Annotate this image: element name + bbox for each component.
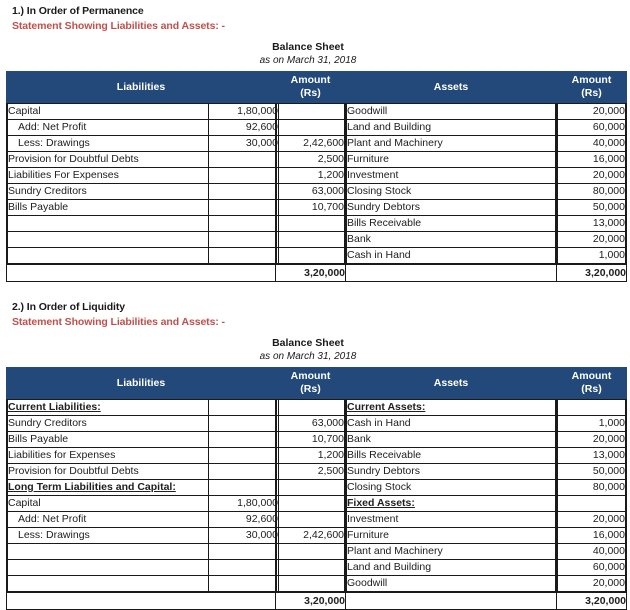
asset-row — [347, 480, 556, 496]
amount-row — [277, 432, 345, 448]
asset-row — [347, 152, 556, 168]
assets-rows-1 — [347, 104, 556, 264]
amount-value: 13,000 — [558, 216, 626, 232]
spacer-cell — [209, 544, 279, 560]
spacer-cell — [209, 248, 279, 264]
amount-value: 50,000 — [558, 464, 626, 480]
spacer-row — [277, 248, 345, 264]
amount-value: 63,000 — [277, 184, 345, 200]
amount-value — [558, 496, 626, 512]
table-header-row — [7, 72, 627, 103]
table-header-row — [7, 368, 627, 399]
liabilities-amount-list — [276, 103, 345, 264]
col-header-amount-assets — [557, 368, 627, 399]
amount-value: 1,200 — [277, 448, 345, 464]
liability-label: Bills Payable — [8, 200, 209, 216]
amount-value: 1,200 — [277, 168, 345, 184]
asset-row — [347, 496, 556, 512]
spacer-cell — [277, 248, 345, 264]
liabilities-total-label-cell — [7, 265, 276, 282]
asset-row — [347, 136, 556, 152]
amount-value: 16,000 — [558, 528, 626, 544]
liability-sub-amount — [209, 152, 279, 168]
assets-amount-cell — [557, 399, 627, 593]
liability-sub-amount — [209, 200, 279, 216]
asset-row — [347, 200, 556, 216]
liability-sub-amount — [209, 464, 279, 480]
spacer-row — [277, 576, 345, 592]
liability-row — [8, 136, 279, 152]
liability-row — [8, 464, 279, 480]
spacer-row — [8, 544, 279, 560]
assets-rows-2 — [347, 400, 556, 592]
spacer-row — [277, 560, 345, 576]
spacer-cell — [8, 560, 209, 576]
liabilities-amount-cell — [276, 399, 346, 593]
liability-row — [8, 416, 279, 432]
liabilities-total-label-cell — [7, 593, 276, 610]
section-2-number-heading: 2.) In Order of Liquidity — [12, 301, 126, 313]
section-1-number-heading: 1.) In Order of Permanence — [12, 5, 144, 17]
liability-row — [8, 400, 279, 416]
liabilities-rows-1 — [8, 104, 279, 264]
amount-row — [277, 528, 345, 544]
liability-label: Add: Net Profit — [8, 512, 209, 528]
liabilities-list — [7, 399, 279, 592]
amount-value — [277, 104, 345, 120]
spacer-cell — [277, 544, 345, 560]
amount-value: 20,000 — [558, 232, 626, 248]
amount-row — [558, 432, 626, 448]
col-header-amount-liabilities — [276, 368, 346, 399]
liabilities-rows-2 — [8, 400, 279, 592]
amount-row — [558, 416, 626, 432]
assets-amount-list — [557, 399, 626, 592]
asset-row — [347, 232, 556, 248]
spacer-cell — [8, 216, 209, 232]
amount-row — [558, 216, 626, 232]
amount-row — [558, 544, 626, 560]
amount-row — [558, 512, 626, 528]
asset-row — [347, 560, 556, 576]
amount-row — [277, 200, 345, 216]
amount-value — [558, 400, 626, 416]
amount-value: 80,000 — [558, 480, 626, 496]
asset-label: Investment — [347, 512, 556, 528]
asset-group-label: Current Assets: — [347, 401, 426, 413]
asset-row — [347, 512, 556, 528]
spacer-row — [8, 232, 279, 248]
amount-value: 50,000 — [558, 200, 626, 216]
table-total-row — [7, 265, 627, 282]
col-header-liabilities: Liabilities — [7, 368, 276, 399]
spacer-cell — [8, 544, 209, 560]
liabilities-list — [7, 103, 279, 264]
col-header-assets: Assets — [346, 368, 557, 399]
asset-label: Closing Stock — [347, 480, 556, 496]
asset-label: Cash in Hand — [347, 416, 556, 432]
amount-label-line1: Amount — [290, 370, 331, 382]
asset-label: Furniture — [347, 528, 556, 544]
liability-label: Liabilities for Expenses — [8, 448, 209, 464]
amount-value — [277, 496, 345, 512]
amount-value: 20,000 — [558, 576, 626, 592]
amount-row — [558, 104, 626, 120]
liability-sub-amount: 92,600 — [209, 120, 279, 136]
spacer-row — [277, 544, 345, 560]
amount-label-line2: (Rs) — [300, 87, 321, 99]
section-1-balance-sheet-date: as on March 31, 2018 — [259, 55, 357, 66]
amount-row — [558, 136, 626, 152]
amount-row — [277, 152, 345, 168]
amount-row — [558, 120, 626, 136]
liability-row — [8, 168, 279, 184]
amount-value: 80,000 — [558, 184, 626, 200]
amount-label-line1: Amount — [571, 74, 612, 86]
asset-label — [347, 496, 556, 512]
liability-sub-amount — [209, 432, 279, 448]
table-body-row — [7, 399, 627, 593]
amount-value — [277, 120, 345, 136]
asset-row — [347, 464, 556, 480]
col-header-amount-liabilities — [276, 72, 346, 103]
asset-label: Furniture — [347, 152, 556, 168]
asset-row — [347, 576, 556, 592]
liability-label: Bills Payable — [8, 432, 209, 448]
amount-value: 10,700 — [277, 432, 345, 448]
liabilities-cell — [7, 399, 276, 593]
assets-total-value: 3,20,000 — [557, 265, 627, 282]
amount-value: 2,42,600 — [277, 136, 345, 152]
asset-row — [347, 416, 556, 432]
amount-value: 20,000 — [558, 512, 626, 528]
liability-row — [8, 432, 279, 448]
asset-label: Plant and Machinery — [347, 544, 556, 560]
amount-row — [558, 528, 626, 544]
liabilities-amounts-2 — [277, 400, 345, 592]
table-body-row — [7, 103, 627, 265]
spacer-row — [8, 216, 279, 232]
asset-label: Investment — [347, 168, 556, 184]
spacer-cell — [277, 560, 345, 576]
amount-value: 40,000 — [558, 136, 626, 152]
amount-row — [558, 168, 626, 184]
amount-value: 1,000 — [558, 416, 626, 432]
spacer-cell — [8, 576, 209, 592]
amount-row — [277, 480, 345, 496]
amount-row — [558, 496, 626, 512]
liability-label: Capital — [8, 104, 209, 120]
amount-row — [277, 104, 345, 120]
amount-row — [558, 576, 626, 592]
amount-value: 63,000 — [277, 416, 345, 432]
asset-label: Bills Receivable — [347, 448, 556, 464]
asset-row — [347, 544, 556, 560]
assets-total-value: 3,20,000 — [557, 593, 627, 610]
amount-row — [277, 512, 345, 528]
asset-row — [347, 528, 556, 544]
amount-value — [277, 512, 345, 528]
assets-list — [346, 103, 556, 264]
spacer-row — [8, 576, 279, 592]
liability-sub-amount — [209, 416, 279, 432]
amount-label-line1: Amount — [571, 370, 612, 382]
assets-cell — [346, 103, 557, 265]
liability-row — [8, 512, 279, 528]
asset-label: Closing Stock — [347, 184, 556, 200]
amount-row — [558, 200, 626, 216]
amount-row — [558, 560, 626, 576]
asset-label: Land and Building — [347, 120, 556, 136]
liability-row — [8, 200, 279, 216]
liabilities-amounts-1 — [277, 104, 345, 264]
amount-row — [277, 136, 345, 152]
amount-label-line2: (Rs) — [581, 87, 602, 99]
assets-cell — [346, 399, 557, 593]
assets-total-label-cell — [346, 593, 557, 610]
liability-label: Sundry Creditors — [8, 416, 209, 432]
asset-row — [347, 248, 556, 264]
liability-label: Capital — [8, 496, 209, 512]
spacer-cell — [209, 232, 279, 248]
section-2-balance-sheet-date: as on March 31, 2018 — [259, 351, 357, 362]
spacer-cell — [209, 216, 279, 232]
spacer-cell — [209, 560, 279, 576]
liability-sub-amount — [209, 480, 279, 496]
amount-value: 20,000 — [558, 104, 626, 120]
liability-sub-amount — [209, 448, 279, 464]
assets-total-label-cell — [346, 265, 557, 282]
col-header-liabilities: Liabilities — [7, 72, 276, 103]
amount-value: 60,000 — [558, 560, 626, 576]
spacer-cell — [277, 216, 345, 232]
assets-amounts-1 — [558, 104, 626, 264]
balance-sheet-table-liquidity — [6, 367, 627, 610]
spacer-row — [277, 216, 345, 232]
table-total-row — [7, 593, 627, 610]
liabilities-amount-cell — [276, 103, 346, 265]
section-1 — [0, 0, 630, 282]
liability-label: Add: Net Profit — [8, 120, 209, 136]
asset-row — [347, 104, 556, 120]
asset-row — [347, 448, 556, 464]
asset-label: Sundry Debtors — [347, 200, 556, 216]
section-1-balance-sheet-title: Balance Sheet — [272, 41, 344, 53]
amount-value: 20,000 — [558, 168, 626, 184]
liability-label: Less: Drawings — [8, 528, 209, 544]
assets-amount-cell — [557, 103, 627, 265]
liabilities-amount-list — [276, 399, 345, 592]
liability-sub-amount — [209, 168, 279, 184]
section-2-balance-sheet-title: Balance Sheet — [272, 337, 344, 349]
asset-row — [347, 120, 556, 136]
amount-value — [277, 400, 345, 416]
assets-list — [346, 399, 556, 592]
amount-row — [277, 120, 345, 136]
liability-row — [8, 104, 279, 120]
liability-label: Sundry Creditors — [8, 184, 209, 200]
spacer-cell — [209, 576, 279, 592]
asset-label: Cash in Hand — [347, 248, 556, 264]
amount-row — [277, 184, 345, 200]
liability-sub-amount — [209, 184, 279, 200]
amount-row — [558, 464, 626, 480]
liability-label: Provision for Doubtful Debts — [8, 152, 209, 168]
asset-label — [347, 400, 556, 416]
amount-row — [558, 400, 626, 416]
amount-label-line2: (Rs) — [581, 383, 602, 395]
liability-label: Provision for Doubtful Debts — [8, 464, 209, 480]
asset-label: Bank — [347, 432, 556, 448]
liabilities-cell — [7, 103, 276, 265]
asset-group-label: Fixed Assets: — [347, 497, 415, 509]
spacer-cell — [277, 576, 345, 592]
asset-row — [347, 168, 556, 184]
amount-row — [277, 464, 345, 480]
liability-row — [8, 184, 279, 200]
amount-row — [558, 248, 626, 264]
asset-label: Goodwill — [347, 104, 556, 120]
liability-label: Less: Drawings — [8, 136, 209, 152]
asset-label: Land and Building — [347, 560, 556, 576]
amount-value: 13,000 — [558, 448, 626, 464]
liability-sub-amount: 92,600 — [209, 512, 279, 528]
liability-sub-amount: 30,000 — [209, 136, 279, 152]
assets-amount-list — [557, 103, 626, 264]
amount-row — [558, 184, 626, 200]
spacer-row — [277, 232, 345, 248]
spacer-row — [8, 560, 279, 576]
col-header-amount-assets — [557, 72, 627, 103]
amount-label-line1: Amount — [290, 74, 331, 86]
liabilities-total-value: 3,20,000 — [276, 265, 346, 282]
amount-value: 2,500 — [277, 152, 345, 168]
liability-row — [8, 448, 279, 464]
asset-row — [347, 400, 556, 416]
amount-label-line2: (Rs) — [300, 383, 321, 395]
liability-row — [8, 528, 279, 544]
section-2-statement-heading: Statement Showing Liabilities and Assets: - — [12, 316, 225, 328]
section-1-statement-heading: Statement Showing Liabilities and Assets: - — [12, 20, 225, 32]
amount-value: 60,000 — [558, 120, 626, 136]
spacer-cell — [277, 232, 345, 248]
liabilities-total-value: 3,20,000 — [276, 593, 346, 610]
amount-row — [558, 232, 626, 248]
amount-value: 1,000 — [558, 248, 626, 264]
amount-row — [277, 496, 345, 512]
amount-value: 16,000 — [558, 152, 626, 168]
amount-value: 2,42,600 — [277, 528, 345, 544]
asset-row — [347, 184, 556, 200]
asset-label: Bills Receivable — [347, 216, 556, 232]
liability-row — [8, 496, 279, 512]
liability-row — [8, 152, 279, 168]
liability-sub-amount: 1,80,000 — [209, 496, 279, 512]
amount-row — [558, 448, 626, 464]
amount-row — [277, 400, 345, 416]
balance-sheet-table-permanence — [6, 71, 627, 282]
liability-label — [8, 400, 209, 416]
assets-amounts-2 — [558, 400, 626, 592]
amount-row — [558, 480, 626, 496]
amount-row — [558, 152, 626, 168]
amount-row — [277, 416, 345, 432]
spacer-cell — [8, 248, 209, 264]
liability-label — [8, 480, 209, 496]
amount-value: 10,700 — [277, 200, 345, 216]
asset-label: Plant and Machinery — [347, 136, 556, 152]
amount-value: 20,000 — [558, 432, 626, 448]
liability-group-label: Long Term Liabilities and Capital: — [8, 481, 176, 493]
asset-row — [347, 216, 556, 232]
amount-row — [277, 168, 345, 184]
liability-label: Liabilities For Expenses — [8, 168, 209, 184]
amount-value: 2,500 — [277, 464, 345, 480]
liability-sub-amount — [209, 400, 279, 416]
col-header-assets: Assets — [346, 72, 557, 103]
liability-sub-amount: 30,000 — [209, 528, 279, 544]
liability-sub-amount: 1,80,000 — [209, 104, 279, 120]
liability-row — [8, 120, 279, 136]
amount-row — [277, 448, 345, 464]
spacer-row — [8, 248, 279, 264]
section-2 — [0, 296, 630, 610]
liability-row — [8, 480, 279, 496]
asset-label: Goodwill — [347, 576, 556, 592]
liability-group-label: Current Liabilities: — [8, 401, 101, 413]
spacer-cell — [8, 232, 209, 248]
amount-value — [277, 480, 345, 496]
amount-value: 40,000 — [558, 544, 626, 560]
asset-label: Bank — [347, 232, 556, 248]
asset-row — [347, 432, 556, 448]
asset-label: Sundry Debtors — [347, 464, 556, 480]
